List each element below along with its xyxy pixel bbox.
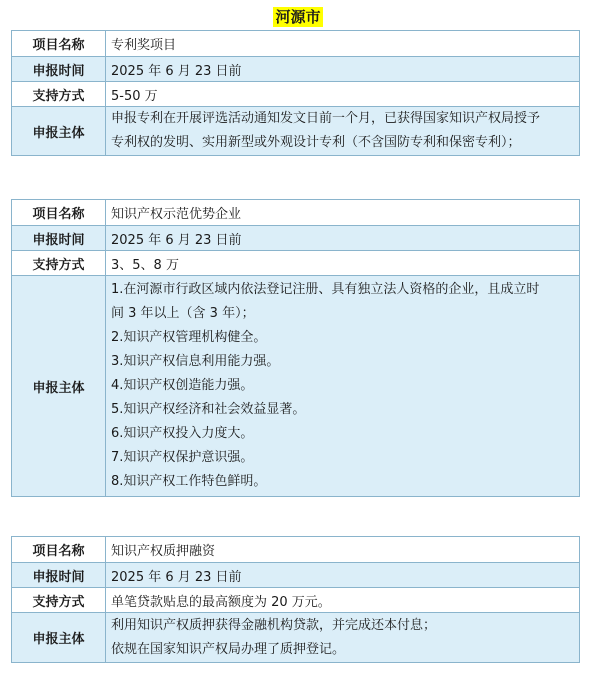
apply-time-value: 2025 年 6 月 23 日前: [106, 57, 580, 82]
apply-subject-line: 7.知识产权保护意识强。: [111, 450, 254, 465]
apply-subject-line: 5.知识产权经济和社会效益显著。: [111, 402, 306, 417]
table-row: [12, 226, 580, 251]
project-name-label: 项目名称: [12, 200, 106, 226]
support-mode-value: 5-50 万: [106, 82, 580, 107]
apply-subject-line: 依规在国家知识产权局办理了质押登记。: [111, 641, 346, 657]
apply-subject-value: [106, 613, 580, 663]
apply-subject-line: 2.知识产权管理机构健全。: [111, 330, 267, 345]
table-row: [12, 251, 580, 276]
apply-subject-value: [106, 107, 580, 156]
apply-subject-line: 1.在河源市行政区域内依法登记注册、具有独立法人资格的企业，且成立时: [111, 282, 540, 297]
apply-subject-label: 申报主体: [12, 613, 106, 663]
apply-subject-line: 专利权的发明、实用新型或外观设计专利（不含国防专利和保密专利）；: [111, 135, 521, 150]
apply-subject-line: 间 3 年以上（含 3 年）；: [111, 306, 255, 321]
table-row: [12, 588, 580, 613]
page-title: 河源市: [275, 8, 321, 26]
table-row: [12, 563, 580, 588]
project-table-1: [11, 30, 580, 156]
support-mode-label: 支持方式: [12, 82, 106, 107]
table-row: [12, 276, 580, 497]
apply-time-value: 2025 年 6 月 23 日前: [106, 563, 580, 588]
apply-time-label: 申报时间: [12, 226, 106, 251]
project-table-2: [11, 199, 580, 497]
apply-subject-line: 利用知识产权质押获得金融机构贷款，并完成还本付息；: [111, 617, 437, 633]
apply-time-label: 申报时间: [12, 57, 106, 82]
support-mode-label: 支持方式: [12, 251, 106, 276]
project-name-value: 专利奖项目: [106, 31, 580, 57]
apply-subject-line: 6.知识产权投入力度大。: [111, 426, 254, 441]
support-mode-label: 支持方式: [12, 588, 106, 613]
apply-subject-label: 申报主体: [12, 276, 106, 497]
apply-time-label: 申报时间: [12, 563, 106, 588]
apply-subject-label: 申报主体: [12, 107, 106, 156]
apply-subject-line: 3.知识产权信息利用能力强。: [111, 354, 280, 369]
apply-subject-line: 4.知识产权创造能力强。: [111, 378, 254, 393]
support-mode-value: 单笔贷款贴息的最高额度为 20 万元。: [106, 588, 580, 613]
table-row: [12, 200, 580, 226]
project-name-label: 项目名称: [12, 537, 106, 563]
page-title-wrap: [0, 7, 596, 27]
apply-subject-value: [106, 276, 580, 497]
table-row: [12, 537, 580, 563]
project-table-3: [11, 536, 580, 663]
table-row: [12, 613, 580, 663]
project-name-value: 知识产权示范优势企业: [106, 200, 580, 226]
table-row: [12, 82, 580, 107]
apply-subject-line: 8.知识产权工作特色鲜明。: [111, 474, 267, 489]
apply-time-value: 2025 年 6 月 23 日前: [106, 226, 580, 251]
apply-subject-line: 申报专利在开展评选活动通知发文日前一个月，已获得国家知识产权局授予: [111, 111, 541, 126]
table-row: [12, 31, 580, 57]
project-name-label: 项目名称: [12, 31, 106, 57]
table-row: [12, 107, 580, 156]
support-mode-value: 3、5、8 万: [106, 251, 580, 276]
table-row: [12, 57, 580, 82]
project-name-value: 知识产权质押融资: [106, 537, 580, 563]
